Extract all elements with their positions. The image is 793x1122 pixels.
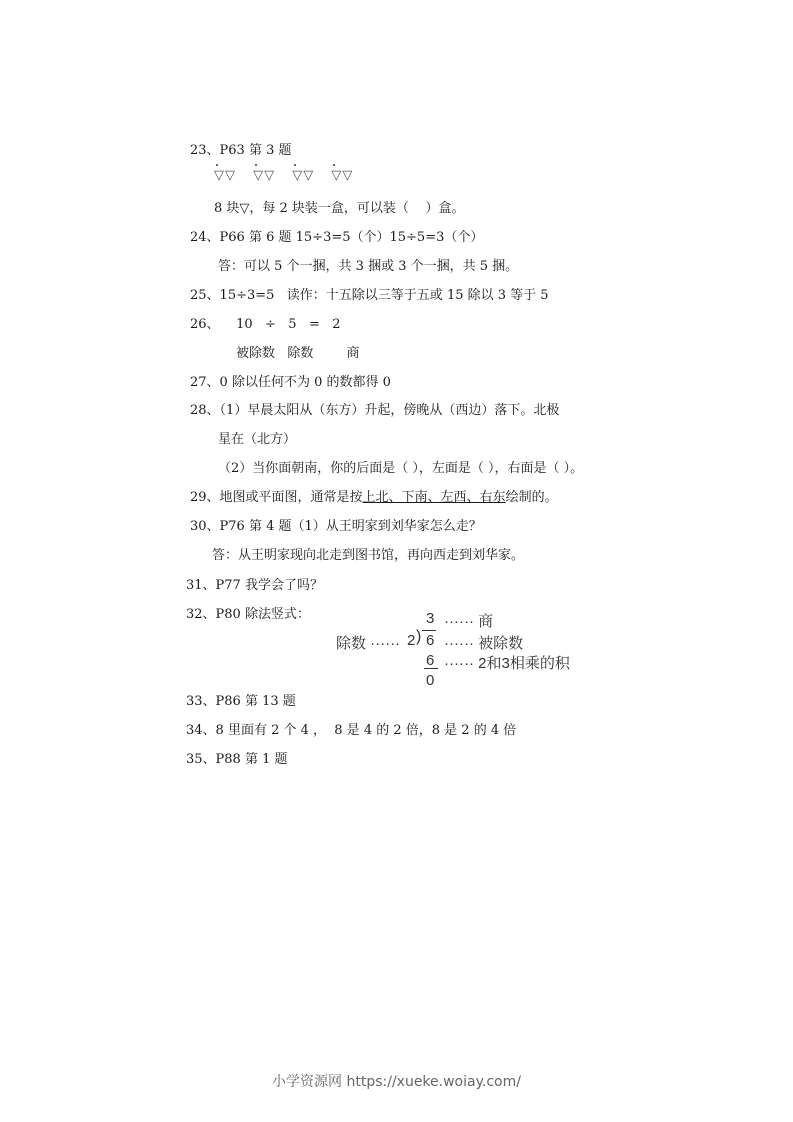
quotient: 3 xyxy=(426,610,435,627)
item-30-answer: 答：从王明家现向北走到图书馆，再向西走到刘华家。 xyxy=(212,548,525,563)
item-26: 26、 10 ÷ 5 = 2 xyxy=(190,317,341,332)
item-28-part2: （2）当你面朝南，你的后面是（ ），左面是（ ），右面是（ ）。 xyxy=(218,461,584,476)
divisor: 2 xyxy=(407,632,416,649)
dividend-label: ······ 被除数 xyxy=(444,635,524,652)
quotient-label: ······ 商 xyxy=(444,613,494,630)
divisor-label: 除数 ······ xyxy=(336,635,401,652)
subtraction-line xyxy=(424,668,438,669)
item-29-underlined: 上北、下南、左西、右东 xyxy=(362,490,506,505)
product-label: ······ 2和3相乘的积 xyxy=(444,655,570,672)
item-31: 31、P77 我学会了吗？ xyxy=(186,578,323,593)
item-28: 28、（1）早晨太阳从（东方）升起，傍晚从（西边）落下。北极 xyxy=(190,403,560,418)
triangle-pair-icon: ▽▽ xyxy=(292,168,315,183)
dividend: 6 xyxy=(426,632,435,649)
item-32: 32、P80 除法竖式： xyxy=(186,607,310,622)
product: 6 xyxy=(426,652,435,669)
item-35: 35、P88 第 1 题 xyxy=(186,752,288,767)
triangle-pair-icon: ▽▽ xyxy=(253,168,276,183)
triangle-pair-icon: ▽▽ xyxy=(331,168,354,183)
long-division-diagram xyxy=(336,610,596,695)
remainder: 0 xyxy=(426,672,435,689)
triangle-row xyxy=(214,168,365,183)
item-33: 33、P86 第 13 题 xyxy=(186,694,296,709)
item-34: 34、8 里面有 2 个 4 ， 8 是 4 的 2 倍，8 是 2 的 4 倍 xyxy=(186,723,517,738)
item-30: 30、P76 第 4 题（1）从王明家到刘华家怎么走？ xyxy=(190,519,482,534)
item-24-answer: 答：可以 5 个一捆，共 3 捆或 3 个一捆，共 5 捆。 xyxy=(218,259,519,274)
item-24: 24、P66 第 6 题 15÷3=5（个）15÷5=3（个） xyxy=(190,230,484,245)
item-29-start: 29、地图或平面图，通常是按 xyxy=(190,490,363,505)
item-23: 23、P63 第 3 题 xyxy=(190,143,292,158)
item-29-end: 绘制的。 xyxy=(505,490,558,505)
item-26-labels: 被除数 除数 商 xyxy=(236,346,360,361)
item-29 xyxy=(190,490,558,506)
item-25: 25、15÷3=5 读作：十五除以三等于五或 15 除以 3 等于 5 xyxy=(190,288,549,303)
item-27: 27、0 除以任何不为 0 的数都得 0 xyxy=(190,375,391,390)
footer-watermark: 小学资源网 https://xueke.woiay.com/ xyxy=(272,1074,521,1090)
item-23-question: 8 块▽，每 2 块装一盒，可以装（ ）盒。 xyxy=(214,201,465,216)
item-28-cont: 星在（北方） xyxy=(218,432,297,447)
triangle-pair-icon: ▽▽ xyxy=(214,168,236,183)
